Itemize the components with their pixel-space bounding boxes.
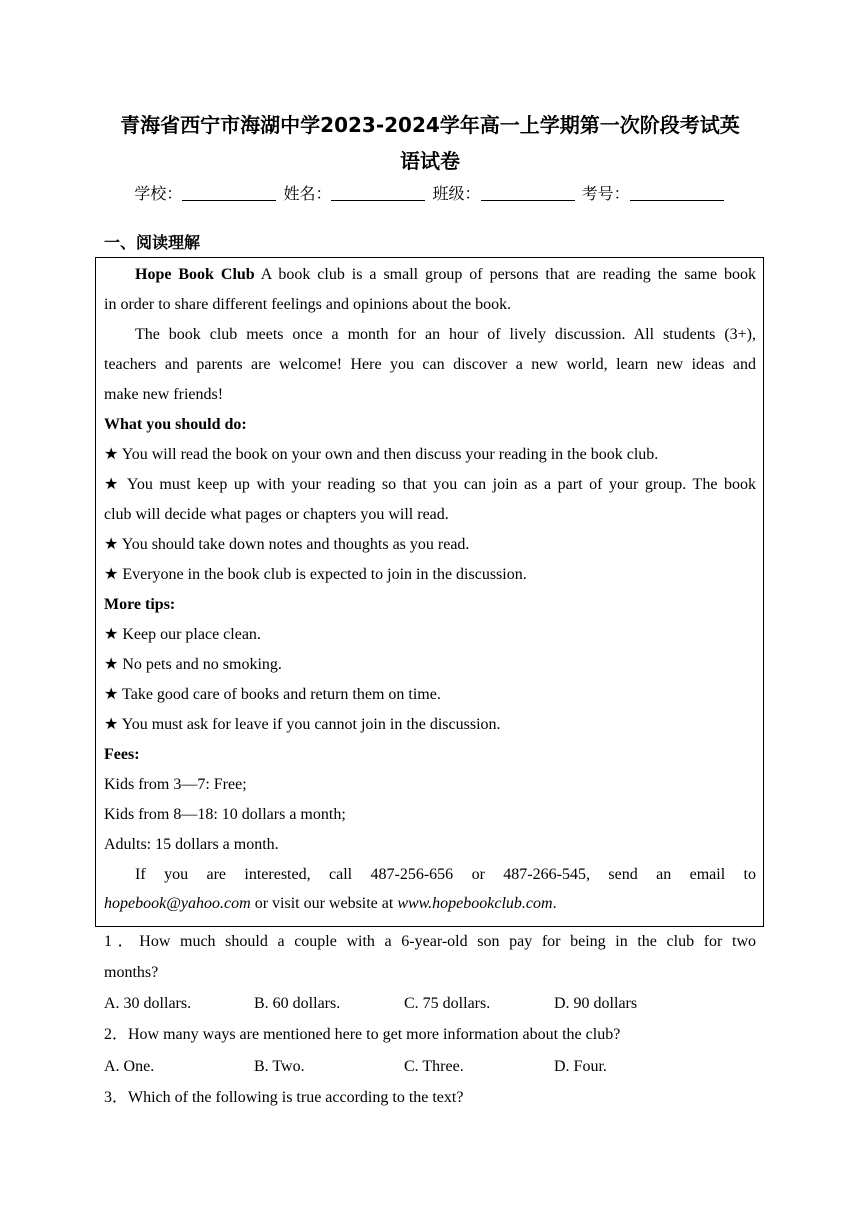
tip-item-3: ★ Take good care of books and return them on time. [104,686,441,703]
fee-item-2: Kids from 8—18: 10 dollars a month; [104,806,346,823]
student-info-row [0,182,860,206]
exam-title-line1: 青海省西宁市海湖中学2023-2024学年高一上学期第一次阶段考试英 [120,113,740,137]
passage-p2-line3: make new friends! [104,386,224,403]
passage-text: A book club is a small group of persons that are reading the same book [254,266,757,283]
question-1-option-b[interactable]: B. 60 dollars. [254,995,341,1012]
passage-p1-line1 [104,265,756,285]
tips-heading: More tips: [104,596,176,613]
school-blank[interactable] [182,184,276,201]
question-1-option-a[interactable]: A. 30 dollars. [104,995,192,1012]
todo-item-4: ★ Everyone in the book club is expected to join in the discussion. [104,566,527,583]
question-2-option-c[interactable]: C. Three. [404,1058,464,1075]
tip-item-2: ★ No pets and no smoking. [104,656,282,673]
contact-line1: If you are interested, call 487-256-656 or 487-266-545, send an email to [135,866,756,883]
question-2-option-a[interactable]: A. One. [104,1058,155,1075]
todo-item-2-line2: club will decide what pages or chapters you will read. [104,506,449,523]
contact-mid-text: or visit our website at [250,895,398,912]
section-heading: 一、阅读理解 [104,233,201,252]
name-blank[interactable] [331,184,425,201]
name-label: 姓名： [283,184,332,203]
class-label: 班级： [432,184,481,203]
question-2-option-b[interactable]: B. Two. [254,1058,305,1075]
todo-item-2-line1: ★ You must keep up with your reading so that you can join as a part of your group. The book [104,476,756,493]
question-1-line1: 1．How much should a couple with a 6-year-old son pay for being in the club for two [104,933,756,950]
exam-title-line2: 语试卷 [400,149,460,173]
passage-p2-line1: The book club meets once a month for an hour of lively discussion. All students (3+), [135,326,756,343]
tip-item-1: ★ Keep our place clean. [104,626,261,643]
website-link[interactable]: www.hopebookclub.com [397,895,553,912]
fee-item-1: Kids from 3—7: Free; [104,776,247,793]
question-3-line1: 3．Which of the following is true according to the text? [104,1089,464,1106]
todo-item-1: ★ You will read the book on your own and then discuss your reading in the book club. [104,446,659,463]
number-label: 考号： [581,184,630,203]
question-2-line1: 2．How many ways are mentioned here to get more information about the club? [104,1026,621,1043]
todo-heading: What you should do: [104,416,247,433]
contact-line2 [104,894,756,914]
fees-heading: Fees: [104,746,140,763]
todo-item-3: ★ You should take down notes and thoughts as you read. [104,536,470,553]
question-1-option-c[interactable]: C. 75 dollars. [404,995,491,1012]
question-1-option-d[interactable]: D. 90 dollars [554,995,638,1012]
tip-item-4: ★ You must ask for leave if you cannot join in the discussion. [104,716,501,733]
passage-p2-line2: teachers and parents are welcome! Here you can discover a new world, learn new ideas and [104,356,756,373]
class-blank[interactable] [481,184,575,201]
email-link[interactable]: hopebook@yahoo.com [104,895,251,912]
school-label: 学校： [134,184,183,203]
contact-end-text: . [552,895,557,912]
number-blank[interactable] [630,184,724,201]
question-2-option-d[interactable]: D. Four. [554,1058,607,1075]
fee-item-3: Adults: 15 dollars a month. [104,836,279,853]
club-name: Hope Book Club [135,266,255,283]
passage-p1-line2: in order to share different feelings and opinions about the book. [104,296,512,313]
question-1-line2: months? [104,964,159,981]
